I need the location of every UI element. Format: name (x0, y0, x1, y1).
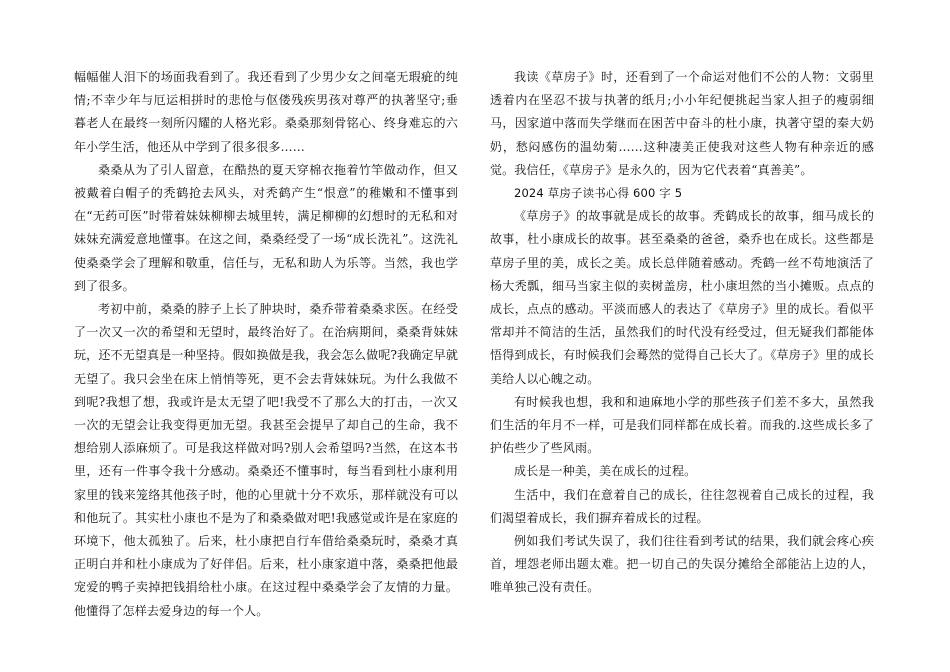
paragraph: 幅幅催人泪下的场面我看到了。我还看到了少男少女之间毫无瑕疵的纯情;不幸少年与厄运相拼时的悲怆与伛偻残疾男孩对尊严的执著坚守;垂暮老人在最终一刻所闪耀的人格光彩。桑桑那刻骨铭心、终身难忘的六年小学生活，他还从中学到了很多很多…… (74, 70, 458, 154)
paragraph: 桑桑从为了引人留意，在酷热的夏天穿棉衣拖着竹竿做动作，但又被戴着白帽子的秃鹤抢去风头，对秃鹤产生“恨意”的稚嫩和不懂事到在“无药可医”时带着妹妹柳柳去城里转，满足柳柳的幻想时的无私和对妹妹充满爱意地懂事。在这之间，桑桑经受了一场“成长洗礼”。这洗礼使桑桑学会了理解和敬重，信任与，无私和助人为乐等。当然，我也学到了很多。 (74, 162, 458, 293)
paragraph: 例如我们考试失误了，我们往往看到考试的结果，我们就会疼心疾首，埋怨老师出题太难。把一切自己的失误分摊给全部能沾上边的人，唯单独己没有责任。 (490, 534, 874, 595)
paragraph: 考初中前，桑桑的脖子上长了肿块时，桑乔带着桑桑求医。在经受了一次又一次的希望和无望时，最终治好了。在治病期间，桑桑背妹妹玩，还不无望真是一种坚持。假如换做是我，我会怎么做呢?我确定早就无望了。我只会坐在床上悄悄等死，更不会去背妹妹玩。为什么我做不到呢?我想了想，我或许是太无望了吧!我受不了那么大的打击，一次又一次的无望会让我变得更加无望。我甚至会提早了却自己的生命，我不想给别人添麻烦了。可是我这样做对吗?别人会希望吗?当然，在这本书里，还有一件事令我十分感动。桑桑还不懂事时，每当看到杜小康利用家里的钱来笼络其他孩子时，他的心里就十分不欢乐，那样就没有可以和他玩了。其实杜小康也不是为了和桑桑做对吧!我感觉或许是在家庭的环境下，他太孤独了。后来，杜小康把自行车借给桑桑玩时，桑桑才真正明白并和杜小康成为了好伴侣。后来，杜小康家道中落，桑桑把他最宠爱的鸭子卖掉把钱捐给杜小康。在这过程中桑桑学会了友情的力量。他懂得了怎样去爱身边的每一个人。 (74, 302, 458, 618)
left-column (74, 66, 458, 623)
section-heading: 2024 草房子读书心得 600 字 5 (514, 186, 683, 201)
right-column (490, 66, 874, 600)
paragraph: 《草房子》的故事就是成长的故事。秃鹤成长的故事，细马成长的故事，杜小康成长的故事。甚至桑桑的爸爸，桑乔也在成长。这些都是草房子里的美，成长之美。成长总伴随着感动。秃鹤一丝不苟地演活了杨大秃瓢，细马当家主似的卖树盖房，杜小康坦然的当小摊贩。点点的成长，点点的感动。平淡而感人的表达了《草房子》里的成长。看似平常却并不简洁的生活，虽然我们的时代没有经受过，但无疑我们都能体悟得到成长，有时候我们会蓦然的觉得自己长大了。《草房子》里的成长美给人以心魄之动。 (490, 209, 874, 386)
paragraph: 我读《草房子》时，还看到了一个命运对他们不公的人物：文弱里透着内在坚忍不拔与执著的纸月;小小年纪便挑起当家人担子的瘦弱细马，因家道中落而失学继而在困苦中奋斗的杜小康，执著守望的秦大奶奶，愁闷感伤的温幼菊……这种凄美正使我对这些人物有种亲近的感觉。我信任，《草房子》是永久的，因为它代表着“真善美”。 (490, 70, 874, 177)
paragraph: 生活中，我们在意着自己的成长，往往忽视着自己成长的过程，我们渴望着成长，我们摒弃着成长的过程。 (490, 487, 874, 525)
paragraph: 有时候我也想，我和和迪麻地小学的那些孩子们差不多大，虽然我们生活的年月不一样，可是我们同样都在成长着。而我的.这些成长多了护佑些少了些风雨。 (490, 394, 874, 456)
paragraph: 成长是一种美，美在成长的过程。 (514, 464, 697, 479)
